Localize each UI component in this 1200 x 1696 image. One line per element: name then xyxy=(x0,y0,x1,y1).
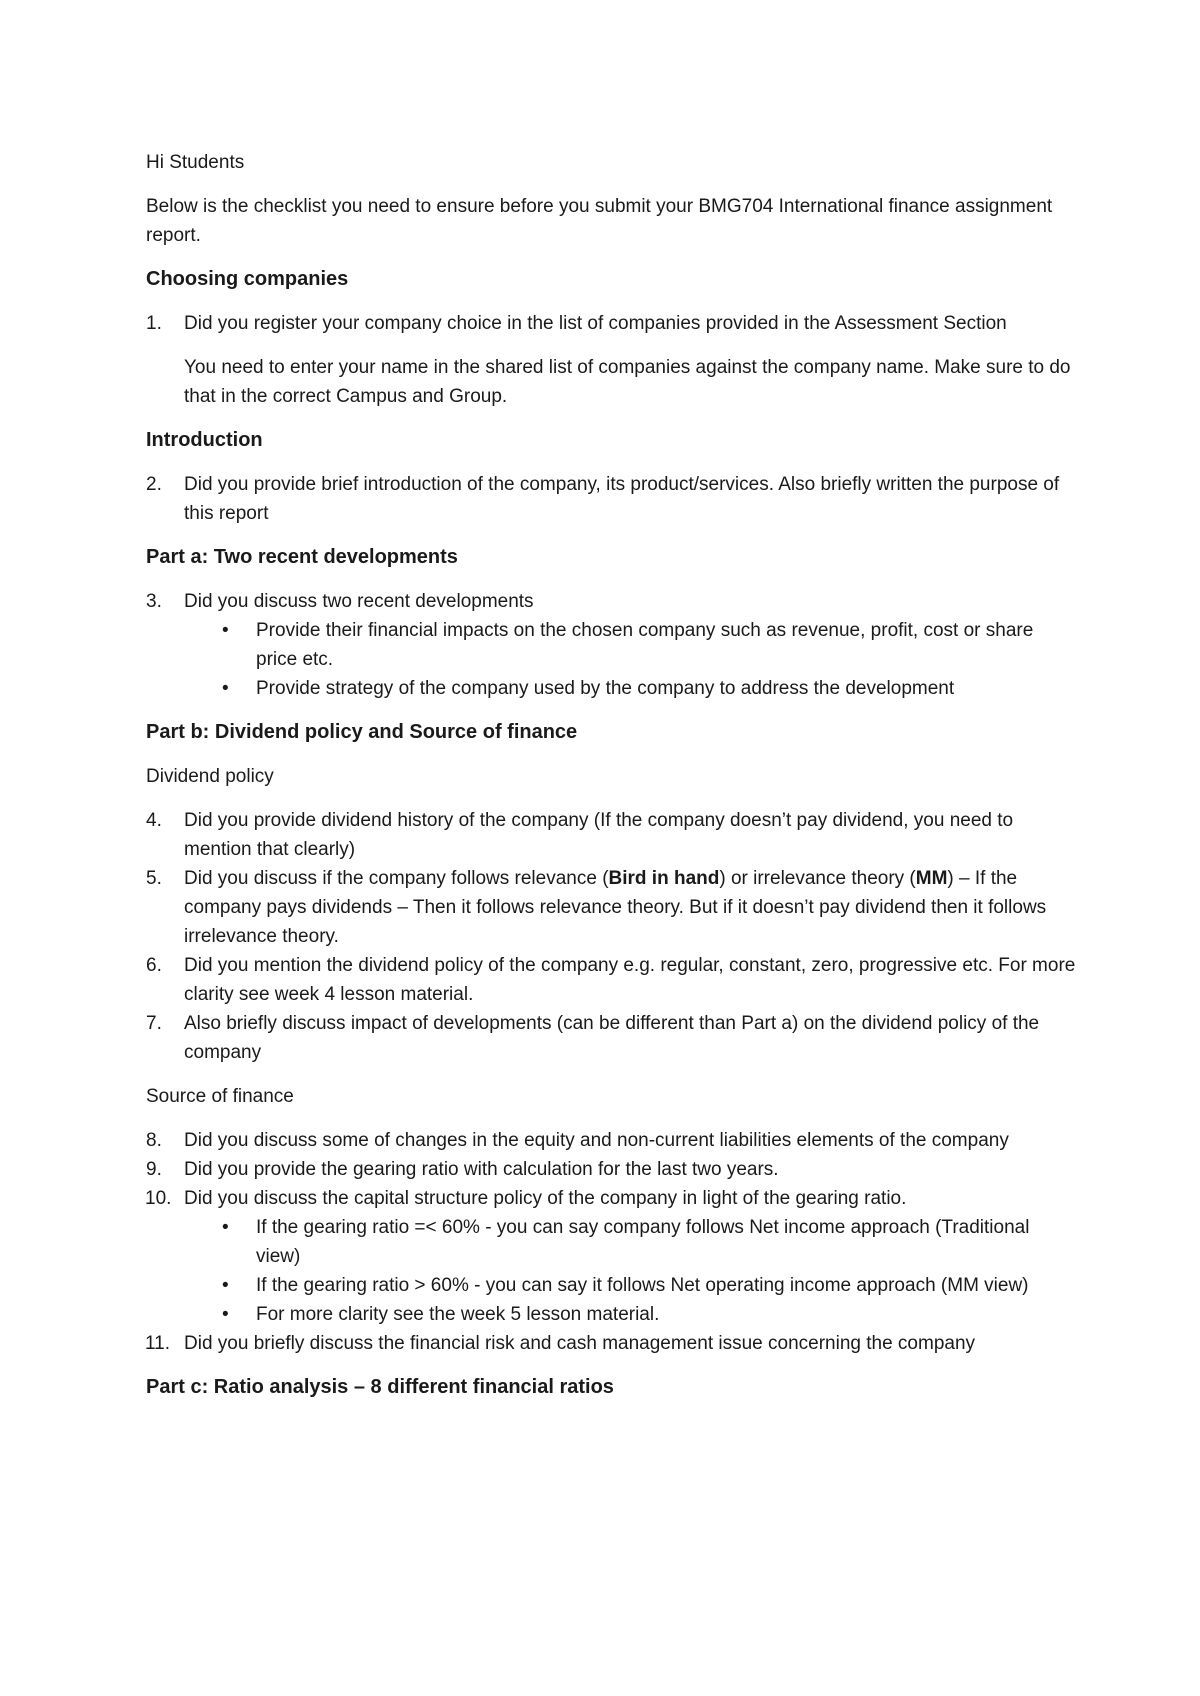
mm-term: MM xyxy=(915,868,948,889)
item-text: Did you discuss some of changes in the equity and non-current liabilities elements of the company xyxy=(184,1130,1009,1151)
checklist-item-9 xyxy=(146,1155,1076,1184)
item-text: Did you discuss two recent developments xyxy=(184,591,534,612)
bullet-item xyxy=(146,616,1076,674)
greeting: Hi Students xyxy=(146,152,245,173)
bullet-icon: • xyxy=(222,1275,229,1296)
item-number: 3. xyxy=(146,591,162,612)
checklist-item-2 xyxy=(146,470,1076,528)
bullet-item xyxy=(146,1271,1076,1300)
bullet-icon: • xyxy=(222,1217,229,1238)
bullet-text: For more clarity see the week 5 lesson material. xyxy=(256,1304,660,1325)
item-number: 10. xyxy=(145,1188,172,1209)
bullet-item xyxy=(146,1300,1076,1329)
item-number: 2. xyxy=(146,474,162,495)
checklist-item-1 xyxy=(146,309,1076,338)
heading-part-b: Part b: Dividend policy and Source of finance xyxy=(146,721,578,743)
item-text: Did you briefly discuss the financial risk and cash management issue concerning the company xyxy=(184,1333,976,1354)
checklist-item-3 xyxy=(146,587,1076,616)
bullet-icon: • xyxy=(222,620,229,641)
bird-in-hand-term: Bird in hand xyxy=(608,868,720,889)
heading-introduction: Introduction xyxy=(146,429,263,451)
item-number: 5. xyxy=(146,868,162,889)
bullet-text: Provide their financial impacts on the chosen company such as revenue, profit, cost or share price etc. xyxy=(256,620,1034,670)
item-number: 6. xyxy=(146,955,162,976)
item-1-note: You need to enter your name in the shared list of companies against the company name. Make sure to do that in the correct Campus and Group. xyxy=(184,357,1071,407)
heading-part-c: Part c: Ratio analysis – 8 different financial ratios xyxy=(146,1376,614,1398)
heading-part-a: Part a: Two recent developments xyxy=(146,546,458,568)
subheading-source-of-finance: Source of finance xyxy=(146,1086,294,1107)
checklist-item-7 xyxy=(146,1009,1076,1067)
item-number: 7. xyxy=(146,1013,162,1034)
item-text: Did you discuss the capital structure policy of the company in light of the gearing ratio. xyxy=(184,1188,907,1209)
item-number: 11. xyxy=(145,1333,171,1354)
item-number: 9. xyxy=(146,1159,162,1180)
item-text: Did you mention the dividend policy of the company e.g. regular, constant, zero, progressive etc. For more clarity see week 4 lesson material. xyxy=(184,955,1076,1005)
item-text: Did you provide the gearing ratio with calculation for the last two years. xyxy=(184,1159,779,1180)
item-number: 1. xyxy=(146,313,162,334)
item-text: Did you provide dividend history of the company (If the company doesn’t pay dividend, you need to mention that clearly) xyxy=(184,810,1014,860)
bullet-item xyxy=(146,1213,1076,1271)
item-number: 4. xyxy=(146,810,162,831)
document-body xyxy=(146,148,1076,1417)
item-text: Did you provide brief introduction of the company, its product/services. Also briefly written the purpose of this report xyxy=(184,474,1060,524)
checklist-item-11 xyxy=(146,1329,1076,1358)
bullet-text: Provide strategy of the company used by the company to address the development xyxy=(256,678,955,699)
item-text: Also briefly discuss impact of developments (can be different than Part a) on the dividend policy of the company xyxy=(184,1013,1040,1063)
bullet-icon: • xyxy=(222,1304,229,1325)
checklist-item-8 xyxy=(146,1126,1076,1155)
checklist-item-10 xyxy=(146,1184,1076,1213)
item-text: Did you register your company choice in the list of companies provided in the Assessment Section xyxy=(184,313,1007,334)
bullet-text: If the gearing ratio =< 60% - you can say company follows Net income approach (Traditional view) xyxy=(256,1217,1030,1267)
item-text: Did you discuss if the company follows relevance (Bird in hand) or irrelevance theory (MM) – If the company pays dividends – Then it follows relevance theory. But if it doesn’t pay dividend then it follows irrelevance theory. xyxy=(184,868,1047,947)
subheading-dividend-policy: Dividend policy xyxy=(146,766,274,787)
checklist-item-5 xyxy=(146,864,1076,951)
bullet-item xyxy=(146,674,1076,703)
bullet-icon: • xyxy=(222,678,229,699)
heading-choosing-companies: Choosing companies xyxy=(146,268,349,290)
bullet-text: If the gearing ratio > 60% - you can say it follows Net operating income approach (MM view) xyxy=(256,1275,1029,1296)
checklist-item-4 xyxy=(146,806,1076,864)
item-number: 8. xyxy=(146,1130,162,1151)
intro-paragraph: Below is the checklist you need to ensure before you submit your BMG704 International finance assignment report. xyxy=(146,196,1053,246)
checklist-item-6 xyxy=(146,951,1076,1009)
